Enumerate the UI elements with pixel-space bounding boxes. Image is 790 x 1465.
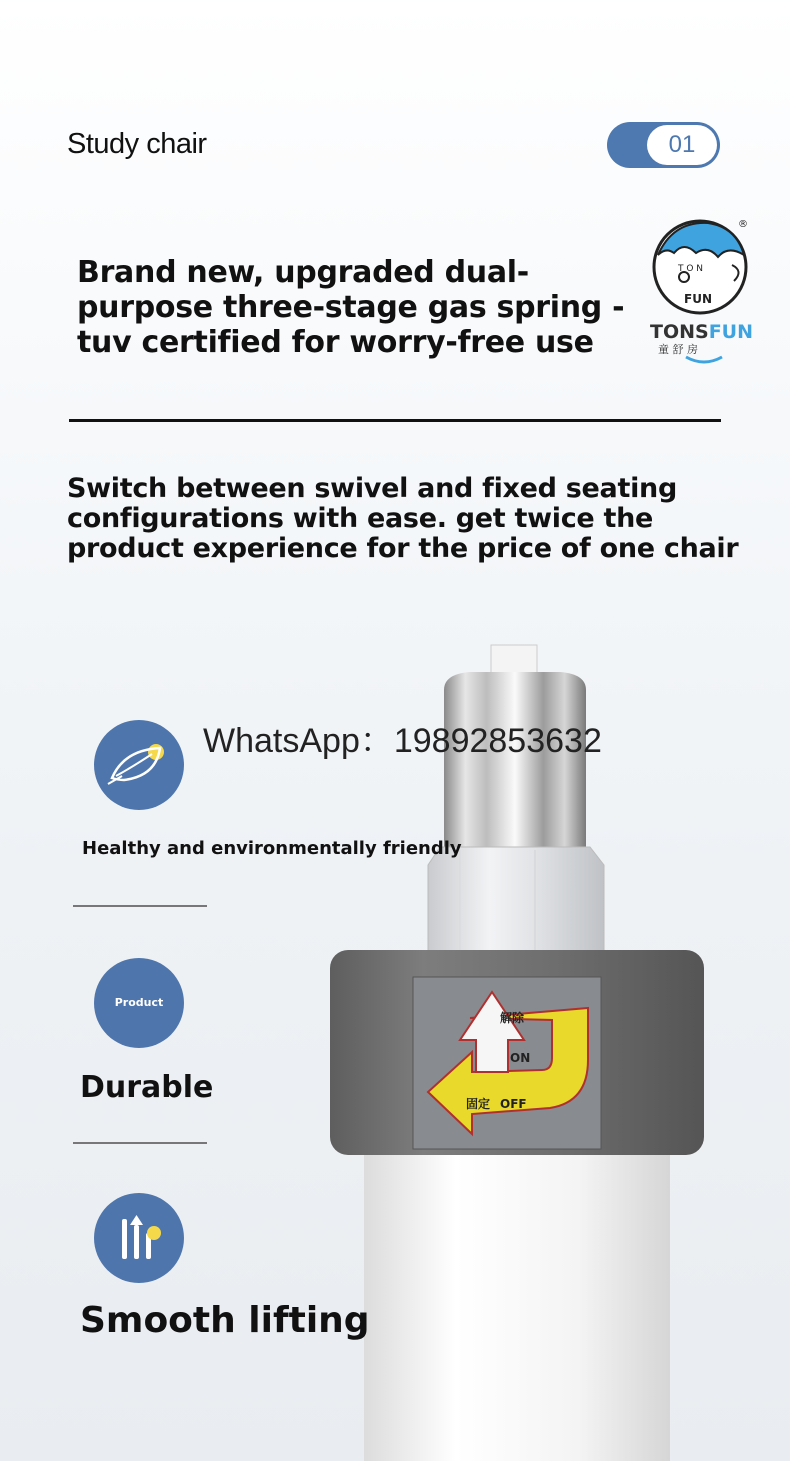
subheadline: Switch between swivel and fixed seating configurations with ease. get twice the product experience for the price of one chair [67, 473, 739, 564]
switch-off-label: OFF [500, 1097, 527, 1111]
product-feature-badge [94, 958, 184, 1048]
svg-text:®: ® [738, 219, 748, 230]
svg-text:TONSFUN [650, 321, 753, 343]
logo-face-bottom-text: FUN [684, 292, 712, 306]
logo-chinese: 童 舒 房 [658, 343, 698, 356]
logo-brand-tons: TONS [650, 321, 709, 343]
brand-logo [648, 215, 756, 365]
section-title: Study chair [67, 128, 207, 160]
product-badge-text: Product [114, 996, 164, 1009]
leaf-feature-badge [94, 720, 184, 810]
whatsapp-watermark: WhatsApp：19892853632 [203, 722, 602, 760]
section-divider [69, 419, 721, 422]
feature-divider [73, 905, 207, 907]
leaf-icon [94, 720, 184, 810]
headline: Brand new, upgraded dual-purpose three-stage gas spring - tuv certified for worry-free use [77, 255, 625, 360]
gas-spring-image [320, 640, 710, 1461]
logo-face-top-text: T O N [678, 264, 704, 274]
page-badge-number: 01 [647, 125, 717, 165]
switch-release-label: 解除 [500, 1011, 525, 1025]
lift-feature-badge [94, 1193, 184, 1283]
feature-label-smooth: Smooth lifting [80, 1300, 370, 1341]
switch-fixed-label: 固定 [466, 1097, 491, 1111]
feature-divider [73, 1142, 207, 1144]
feature-label-durable: Durable [80, 1070, 214, 1105]
logo-brand-fun: FUN [708, 321, 754, 343]
lift-bars-icon [94, 1193, 184, 1283]
switch-on-label: ON [510, 1051, 531, 1065]
feature-label-healthy: Healthy and environmentally friendly [82, 838, 462, 859]
page-badge [607, 122, 720, 168]
